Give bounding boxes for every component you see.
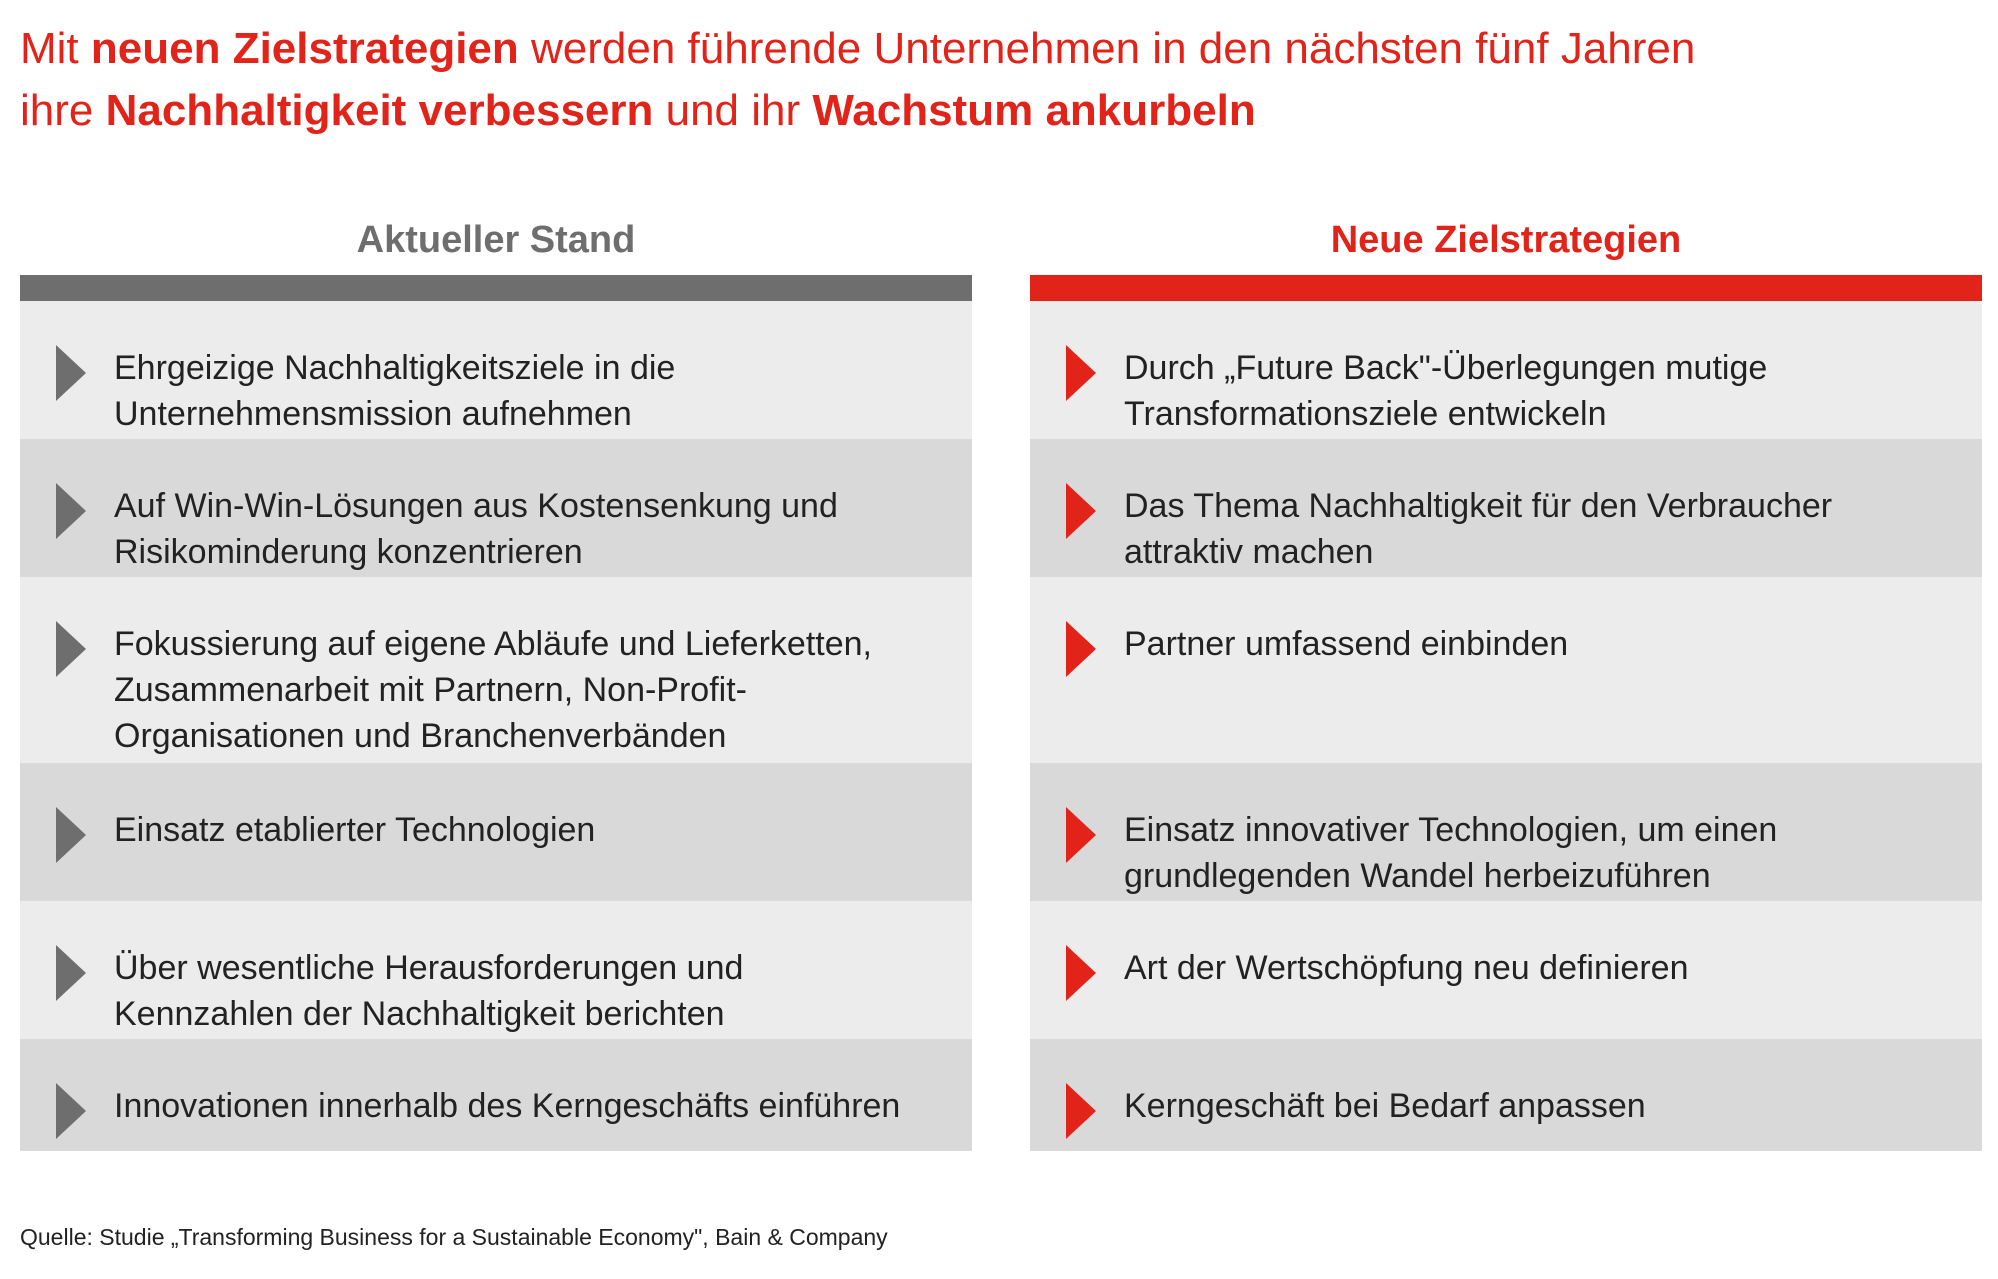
column-current-state xyxy=(20,205,972,1151)
list-item-text: Auf Win-Win-Lösungen aus Kostensenkung und Risikominderung konzentrieren xyxy=(114,487,838,571)
triangle-right-icon xyxy=(1066,1083,1096,1139)
triangle-right-icon xyxy=(56,1083,86,1139)
triangle-right-icon xyxy=(56,807,86,863)
triangle-right-icon xyxy=(1066,945,1096,1001)
title-segment-bold: Nachhaltigkeit verbessern xyxy=(105,86,654,135)
list-item-text: Innovationen innerhalb des Kerngeschäfts einführen xyxy=(114,1087,901,1125)
list-item xyxy=(1030,577,1982,763)
list-item xyxy=(20,1039,972,1151)
list-item-text: Fokussierung auf eigene Abläufe und Lieferketten, Zusammenarbeit mit Partnern, Non-Profit- Organisationen und Branchenverbänden xyxy=(114,625,872,755)
list-item-text: Das Thema Nachhaltigkeit für den Verbraucher attraktiv machen xyxy=(1124,487,1833,571)
title-segment: werden führende Unternehmen in den nächsten fünf Jahren xyxy=(518,24,1696,73)
triangle-right-icon xyxy=(1066,621,1096,677)
list-item xyxy=(20,763,972,901)
triangle-right-icon xyxy=(56,483,86,539)
list-item xyxy=(20,577,972,763)
column-bar-target xyxy=(1030,275,1982,301)
list-item-text: Einsatz innovativer Technologien, um einen grundlegenden Wandel herbeizuführen xyxy=(1124,811,1778,895)
list-item-text: Ehrgeizige Nachhaltigkeitsziele in die Unternehmensmission aufnehmen xyxy=(114,349,676,433)
title-segment: ihre xyxy=(20,86,106,135)
title-segment: Mit xyxy=(20,24,91,73)
title-segment: und ihr xyxy=(653,86,813,135)
list-item-text: Kerngeschäft bei Bedarf anpassen xyxy=(1124,1087,1646,1125)
triangle-right-icon xyxy=(1066,345,1096,401)
list-item-text: Über wesentliche Herausforderungen und Kennzahlen der Nachhaltigkeit berichten xyxy=(114,949,744,1033)
list-item-text: Partner umfassend einbinden xyxy=(1124,625,1569,663)
title-segment-bold: neuen Zielstrategien xyxy=(90,24,519,73)
title-line-1 xyxy=(20,18,1980,80)
triangle-right-icon xyxy=(1066,807,1096,863)
column-bar-current xyxy=(20,275,972,301)
list-item xyxy=(1030,1039,1982,1151)
list-item-text: Durch „Future Back"-Überlegungen mutige Transformationsziele entwickeln xyxy=(1124,349,1768,433)
list-item-text: Art der Wertschöpfung neu definieren xyxy=(1124,949,1689,987)
list-item xyxy=(20,439,972,577)
list-item xyxy=(1030,301,1982,439)
column-target-strategies xyxy=(1030,205,1982,1151)
triangle-right-icon xyxy=(1066,483,1096,539)
title-segment-bold: Wachstum ankurbeln xyxy=(812,86,1256,135)
page-title xyxy=(20,18,1980,142)
list-item xyxy=(20,301,972,439)
title-line-2 xyxy=(20,80,1980,142)
list-item xyxy=(1030,901,1982,1039)
source-note: Quelle: Studie „Transforming Business for a Sustainable Economy", Bain & Company xyxy=(20,1224,888,1250)
triangle-right-icon xyxy=(56,345,86,401)
triangle-right-icon xyxy=(56,621,86,677)
list-item xyxy=(20,901,972,1039)
list-item-text: Einsatz etablierter Technologien xyxy=(114,811,596,849)
list-item xyxy=(1030,439,1982,577)
column-heading-target: Neue Zielstrategien xyxy=(1330,219,1682,261)
column-heading-current: Aktueller Stand xyxy=(356,219,636,261)
list-item xyxy=(1030,763,1982,901)
triangle-right-icon xyxy=(56,945,86,1001)
